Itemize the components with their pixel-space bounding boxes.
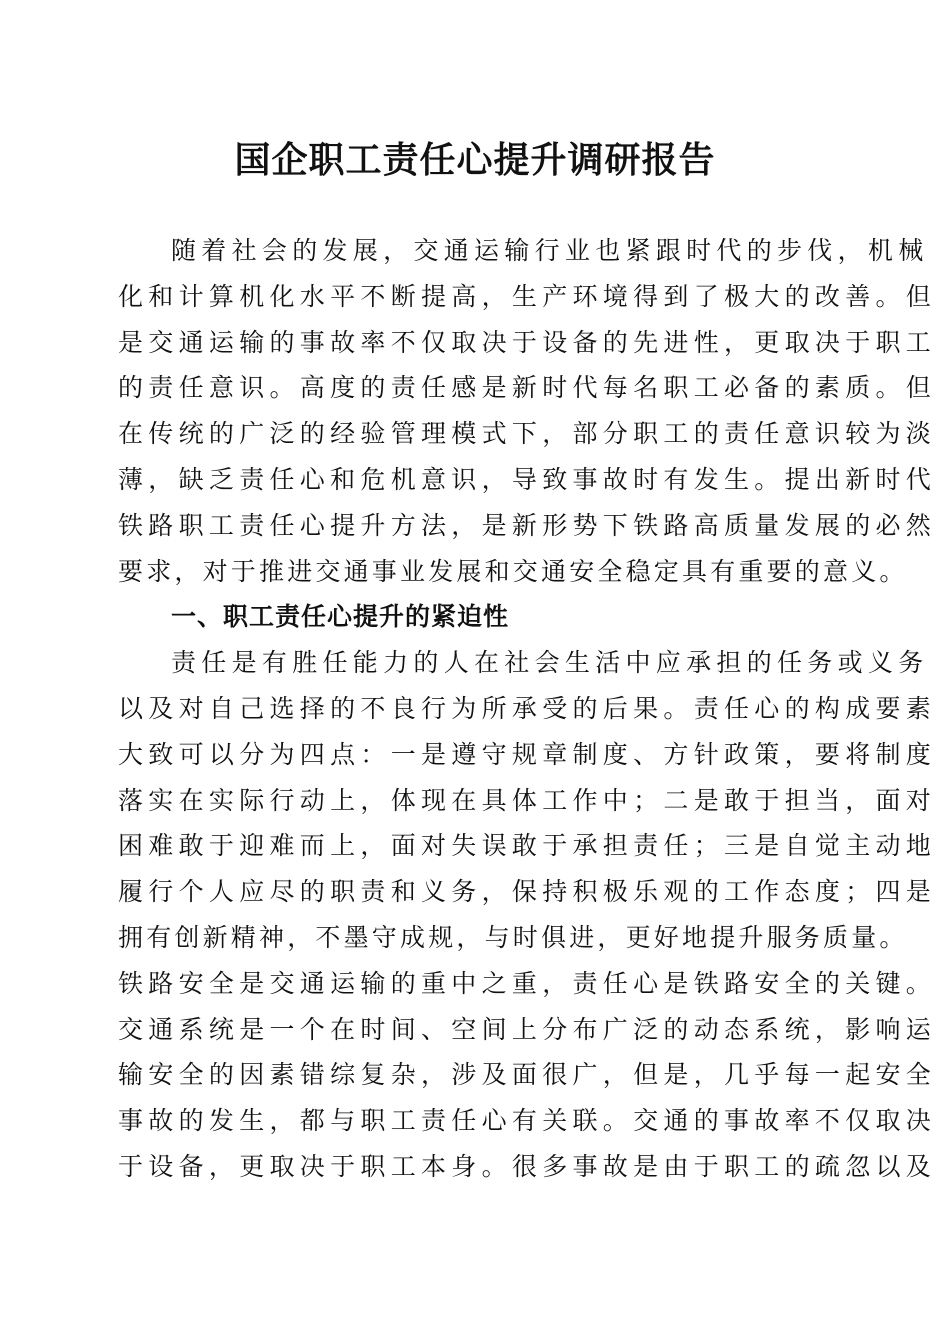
section-line: 拥有创新精神，不墨守成规，与时俱进，更好地提升服务质量。 bbox=[118, 922, 908, 952]
document-title: 国企职工责任心提升调研报告 bbox=[234, 139, 716, 181]
section-line: 输安全的因素错综复杂，涉及面很广，但是，几乎每一起安全 bbox=[118, 1060, 937, 1090]
intro-line: 铁路职工责任心提升方法，是新形势下铁路高质量发展的必然 bbox=[118, 510, 937, 540]
section-line: 困难敢于迎难而上，面对失误敢于承担责任；三是自觉主动地 bbox=[118, 831, 937, 861]
section-heading: 一、职工责任心提升的紧迫性 bbox=[171, 602, 510, 632]
section-line: 于设备，更取决于职工本身。很多事故是由于职工的疏忽以及 bbox=[118, 1151, 937, 1181]
section-line: 事故的发生，都与职工责任心有关联。交通的事故率不仅取决 bbox=[118, 1106, 937, 1136]
section-line: 履行个人应尽的职责和义务，保持积极乐观的工作态度；四是 bbox=[118, 877, 937, 907]
section-line: 以及对自己选择的不良行为所承受的后果。责任心的构成要素 bbox=[118, 693, 937, 723]
section-line: 责任是有胜任能力的人在社会生活中应承担的任务或义务 bbox=[171, 648, 929, 678]
section-line: 交通系统是一个在时间、空间上分布广泛的动态系统，影响运 bbox=[118, 1014, 937, 1044]
intro-line: 薄，缺乏责任心和危机意识，导致事故时有发生。提出新时代 bbox=[118, 464, 937, 494]
intro-line: 要求，对于推进交通事业发展和交通安全稳定具有重要的意义。 bbox=[118, 556, 908, 586]
intro-line: 化和计算机化水平不断提高，生产环境得到了极大的改善。但 bbox=[118, 281, 937, 311]
intro-line: 在传统的广泛的经验管理模式下，部分职工的责任意识较为淡 bbox=[118, 419, 937, 449]
section-line: 铁路安全是交通运输的重中之重，责任心是铁路安全的关键。 bbox=[118, 968, 937, 998]
intro-line: 随着社会的发展，交通运输行业也紧跟时代的步伐，机械 bbox=[171, 236, 929, 265]
section-line: 落实在实际行动上，体现在具体工作中；二是敢于担当，面对 bbox=[118, 785, 937, 815]
section-line: 大致可以分为四点：一是遵守规章制度、方针政策，要将制度 bbox=[118, 739, 937, 769]
intro-line: 是交通运输的事故率不仅取决于设备的先进性，更取决于职工 bbox=[118, 327, 937, 357]
document-body bbox=[118, 228, 937, 1190]
intro-line: 的责任意识。高度的责任感是新时代每名职工必备的素质。但 bbox=[118, 373, 937, 403]
